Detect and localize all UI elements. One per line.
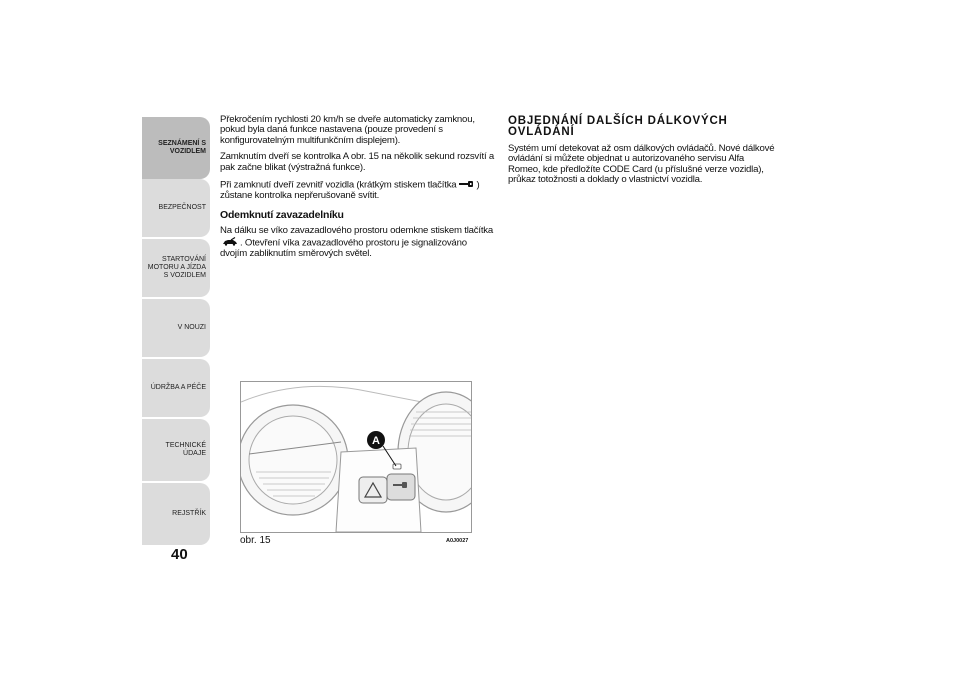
paragraph-lock-indicator: Zamknutím dveří se kontrolka A obr. 15 na několik sekund rozsvítí a pak začne blikat (výstražná funkce). <box>220 151 495 173</box>
right-column <box>508 116 778 192</box>
figure-dashboard-lock-button <box>240 381 472 533</box>
paragraph-order-remotes: Systém umí detekovat až osm dálkových ovládačů. Nové dálkové ovládání si můžete objednat u autorizovaného servisu Alfa Romeo, kde předložíte CODE Card (u příslušné verze vozidla), průkaz totožnosti a doklady o vlastnictví vozidla. <box>508 143 775 186</box>
callout-label-a: A <box>372 435 380 447</box>
tab-rejstrik[interactable]: REJSTŘÍK <box>142 483 210 545</box>
paragraph-inside-lock: Při zamknutí dveří zevnitř vozidla (krátkým stiskem tlačítka ) zůstane kontrolka nepřerušovaně svítit. <box>220 179 480 202</box>
tab-seznameni-s-vozidlem[interactable]: SEZNÁMENÍ S VOZIDLEM <box>142 117 210 179</box>
left-column <box>220 115 495 265</box>
page-number: 40 <box>171 546 188 563</box>
door-lock-icon <box>458 179 474 191</box>
dashboard-illustration <box>241 382 472 533</box>
tab-v-nouzi[interactable]: V NOUZI <box>142 299 210 357</box>
subheading-trunk-unlock: Odemknutí zavazadelníku <box>220 208 344 221</box>
tab-technicke-udaje[interactable]: TECHNICKÉ ÚDAJE <box>142 419 210 481</box>
figure-caption: obr. 15 <box>240 535 271 546</box>
tab-udrzba-a-pece[interactable]: ÚDRŽBA A PÉČE <box>142 359 210 417</box>
paragraph-trunk-unlock: Na dálku se víko zavazadlového prostoru odemkne stiskem tlačítka. Otevření víka zavazadlového prostoru je signalizováno dvojím zabliknutím směrových světel. <box>220 225 494 260</box>
tab-bezpecnost[interactable]: BEZPEČNOST <box>142 179 210 237</box>
section-heading: OBJEDNÁNÍ DALŠÍCH DÁLKOVÝCH OVLÁDÁNÍ <box>508 115 728 138</box>
paragraph-auto-lock: Překročením rychlosti 20 km/h se dveře automaticky zamknou, pokud byla daná funkce nastavena (pouze provedení s konfigurovatelným multifunkčním displejem). <box>220 114 475 146</box>
figure-code: A0J0027 <box>446 538 469 544</box>
tab-startovani-motoru[interactable]: STARTOVÁNÍ MOTORU A JÍZDA S VOZIDLEM <box>142 239 210 297</box>
